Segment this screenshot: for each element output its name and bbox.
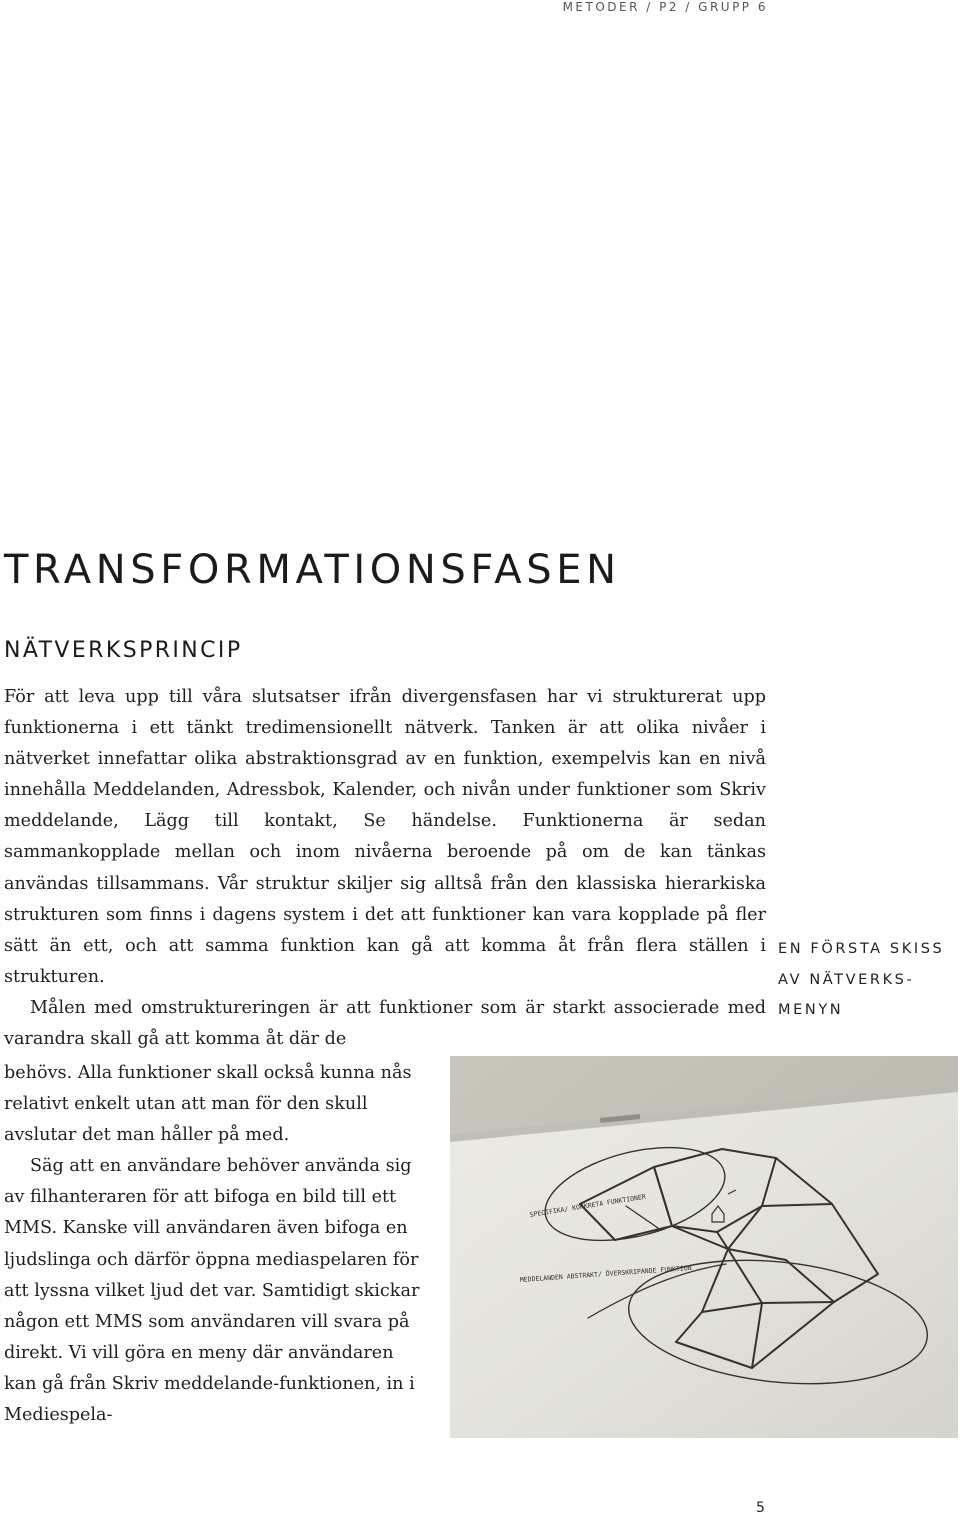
- page-number: 5: [756, 1500, 765, 1516]
- paragraph-3: Säg att en användare behöver använda sig av filhanteraren för att bifoga en bild till ett MMS. Kanske vill användaren även bifoga en ljudslinga och därför öppna mediaspelaren för att lyssna vilket ljud det var. Samtidigt skickar någon ett MMS som användaren vill svara på direkt. Vi vill göra en meny där användaren kan gå från Skriv meddelande-funktionen, in i Mediespela-: [4, 1156, 420, 1426]
- section-title: NÄTVERKSPRINCIP: [4, 638, 243, 663]
- paragraph-1: För att leva upp till våra slutsatser ifrån divergensfasen har vi strukturerat upp funktionerna i ett tänkt tredimensionellt nätverk. Tanken är att olika nivåer i nätverket innefattar olika abstraktionsgrad av en funktion, exempelvis kan en nivå innehålla Meddelanden, Adressbok, Kalender, och nivån under funktioner som Skriv meddelande, Lägg till kontakt, Se händelse. Funktionerna är sedan sammankopplade mellan och inom nivåerna beroende på om de kan tänkas användas tillsammans. Vår struktur skiljer sig alltså från den klassiska hierarkiska strukturen som finns i dagens system i det att funktioner kan vara kopplade på fler sätt än ett, och att samma funktion kan gå att komma åt från flera ställen i strukturen.: [4, 687, 766, 987]
- label-messages-abstract: MEDDELANDEN ABSTRAKT/ ÖVERSKRIPANDE FUNKTION: [519, 1264, 692, 1284]
- body-text-narrow-column: [4, 1058, 424, 1431]
- running-head: METODER / P2 / GRUPP 6: [562, 0, 768, 14]
- figure-caption: EN FÖRSTA SKISS AV NÄTVERKS-MENYN: [778, 941, 945, 1018]
- chapter-title: TRANSFORMATIONSFASEN: [4, 547, 621, 593]
- whiteboard-sketch-image: [450, 1056, 958, 1438]
- whiteboard-sketch-photo: [450, 1056, 958, 1438]
- paragraph-2-first-line: Målen med omstruktureringen är att funktioner som är starkt associerade med varandra skall gå att komma åt där de: [4, 997, 766, 1050]
- paragraph-2-continued: behövs. Alla funktioner skall också kunna nås relativt enkelt utan att man för den skull avslutar det man håller på med.: [4, 1063, 412, 1146]
- body-text-full-width: [4, 682, 766, 1055]
- label-specific-functions: SPECIFIKA/ KONKRETA FUNKTIONER: [529, 1192, 647, 1219]
- whiteboard-surface: [450, 1084, 958, 1438]
